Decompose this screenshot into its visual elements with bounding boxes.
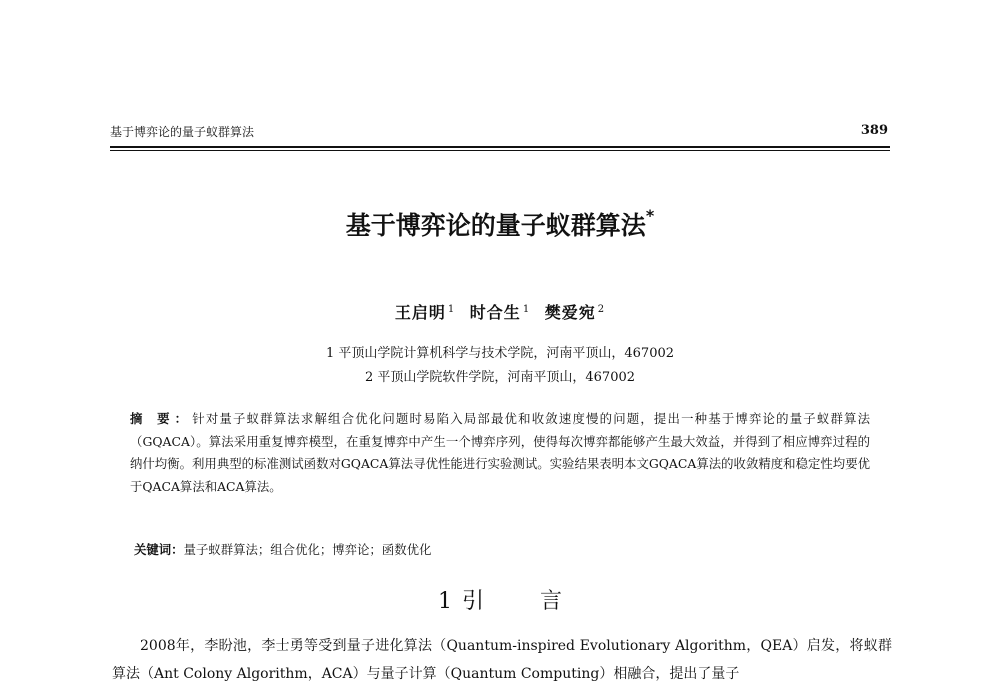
section-title-part1: 引	[461, 589, 484, 614]
paper-title	[0, 206, 1000, 242]
running-header	[110, 122, 890, 144]
author-2: 时合生 $^1$	[469, 303, 531, 322]
author-3: 樊爱宛 $^2$	[544, 303, 606, 322]
running-title: 基于博弈论的量子蚁群算法	[110, 125, 255, 139]
title-footnote-mark: *	[645, 205, 655, 225]
keywords	[134, 540, 874, 558]
section-number: 1	[437, 589, 452, 614]
body-paragraph: 2008年，李盼池，李士勇等受到量子进化算法（Quantum-inspired Evolutionary Algorithm，QEA）启发，将蚁群算法（Ant Colony Algorithm，ACA）与量子计算（Quantum Computing）相融合，提出了量子	[112, 638, 892, 682]
section-title-part2: 言	[540, 589, 563, 614]
abstract-text: 针对量子蚁群算法求解组合优化问题时易陷入局部最优和收敛速度慢的问题，提出一种基于博弈论的量子蚁群算法（GQACA）。算法采用重复博弈模型，在重复博弈中产生一个博弈序列，使得每次博弈都能够产生最大效益，并得到了相应博弈过程的纳什均衡。利用典型的标准测试函数对GQACA算法寻优性能进行实验测试。实验结果表明本文GQACA算法的收敛精度和稳定性均要优于QACA算法和ACA算法。	[130, 411, 870, 494]
author-1: 王启明 $^1$	[394, 303, 456, 322]
paper-title-text: 基于博弈论的量子蚁群算法	[345, 211, 646, 240]
author-list	[0, 300, 1000, 323]
header-rule-thick	[110, 146, 890, 148]
section-heading	[0, 584, 1000, 615]
keywords-text: 量子蚁群算法；组合优化；博弈论；函数优化	[183, 542, 432, 557]
header-rule-thin	[110, 150, 890, 151]
affiliation-2: 2 平顶山学院软件学院，河南平顶山，467002	[364, 370, 636, 385]
page-number: 389	[860, 123, 888, 138]
affiliation-1: 1 平顶山学院计算机科学与技术学院，河南平顶山，467002	[325, 346, 675, 361]
abstract	[130, 408, 870, 498]
keywords-label: 关键词：	[134, 542, 184, 557]
abstract-label: 摘 要：	[130, 411, 193, 426]
